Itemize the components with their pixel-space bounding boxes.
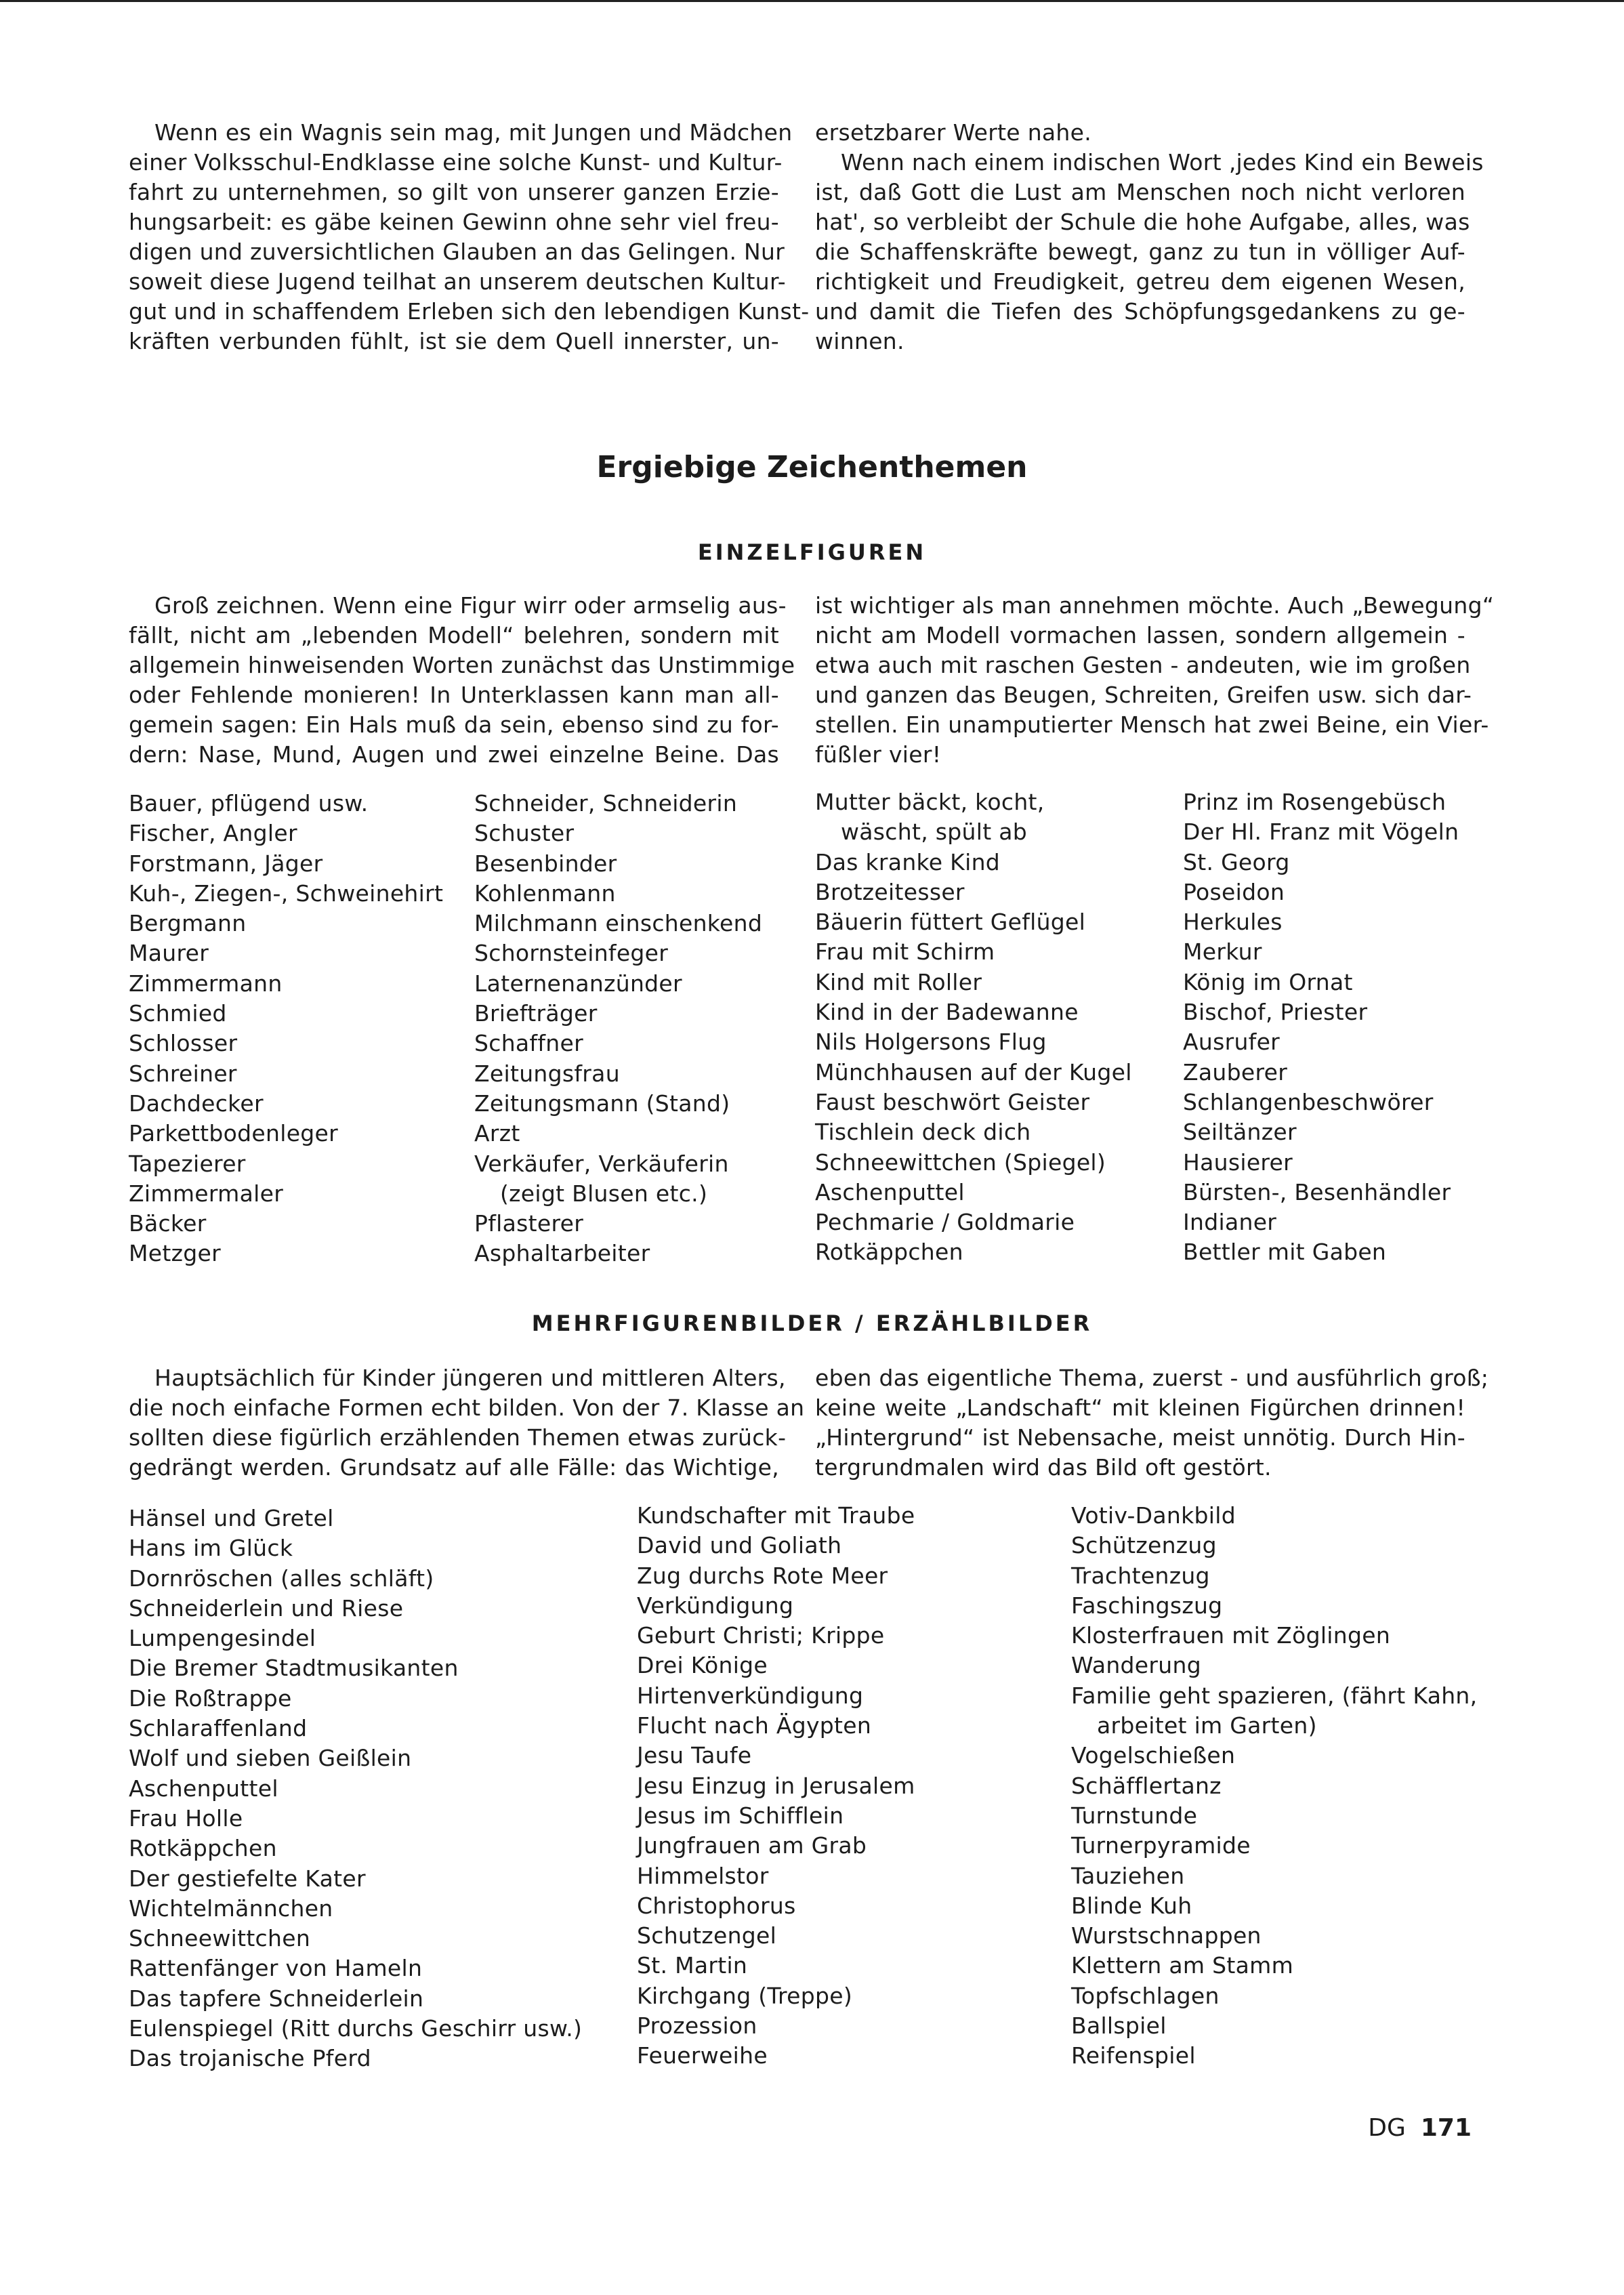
list-item: [1183, 1117, 1459, 1147]
list-item-text: Jesu Einzug in Jerusalem: [637, 1772, 915, 1799]
list-item: [815, 1027, 1132, 1057]
list-item-text: Dachdecker: [129, 1090, 264, 1117]
list-item-text: Tischlein deck dich: [815, 1119, 1031, 1146]
list-item: [637, 1831, 915, 1861]
list-item: [815, 968, 1132, 997]
page-number: 171: [1420, 2114, 1472, 2142]
list-item: [129, 1504, 582, 1533]
list-item: [637, 1951, 915, 1981]
list-item: [129, 1533, 582, 1563]
list-item-text: Die Bremer Stadtmusikanten: [129, 1655, 459, 1682]
list-item-text: Schlosser: [129, 1030, 238, 1057]
list-item-text: Schutzengel: [637, 1922, 777, 1949]
paragraph-line: etwa auch mit raschen Gesten - andeuten, wie im großen: [815, 652, 1471, 678]
list-item: [129, 2044, 582, 2073]
list-item-text: Milchmann einschenkend: [474, 910, 763, 937]
einzelfiguren-right-paragraph: [815, 591, 1495, 770]
list-item-text: Das kranke Kind: [815, 848, 1001, 875]
list-item: [637, 1591, 915, 1621]
list-item: [637, 1501, 915, 1531]
paragraph-line: fällt, nicht am „lebenden Modell“ belehren, sondern mit: [129, 622, 779, 648]
paragraph-line: nicht am Modell vormachen lassen, sondern allgemein -: [815, 622, 1465, 648]
list-item: [815, 1117, 1132, 1147]
intro-right-paragraph: [815, 118, 1484, 356]
list-item-text: Wolf und sieben Geißlein: [129, 1745, 412, 1772]
list-item-text: Hans im Glück: [129, 1535, 293, 1562]
list-item-text: Prozession: [637, 2012, 757, 2040]
list-item: [474, 1209, 762, 1239]
list-item-text: Schlaraffenland: [129, 1715, 308, 1742]
list-item-text: Bergmann: [129, 910, 247, 937]
paragraph-line: die noch einfache Formen echt bilden. Von der 7. Klasse an: [129, 1394, 805, 1421]
list-item-text: Nils Holgersons Flug: [815, 1029, 1047, 1056]
list-item: [474, 938, 762, 968]
einzelfiguren-list-col1: [129, 789, 443, 1269]
list-item: [637, 1981, 915, 2011]
list-item-text: Eulenspiegel (Ritt durchs Geschirr usw.): [129, 2015, 583, 2042]
list-item: [129, 999, 443, 1029]
list-item-text: Aschenputtel: [815, 1178, 965, 1205]
list-item-text: Münchhausen auf der Kugel: [815, 1058, 1132, 1086]
list-item: [1071, 1771, 1477, 1801]
mehrfiguren-list-col1: [129, 1504, 582, 2074]
list-item-text: Rotkäppchen: [129, 1835, 277, 1862]
list-item: [129, 1119, 443, 1149]
list-item: [129, 1149, 443, 1179]
list-item: [129, 1594, 582, 1624]
list-item: [637, 1621, 915, 1651]
list-item: [1183, 937, 1459, 967]
list-item-text: Parkettbodenleger: [129, 1120, 339, 1147]
list-item-text: Trachtenzug: [1071, 1562, 1210, 1589]
list-item: [637, 1681, 915, 1711]
list-item-text: Herkules: [1183, 909, 1283, 936]
list-item-text: Dornröschen (alles schläft): [129, 1565, 434, 1592]
list-item-text: Laternenanzünder: [474, 970, 682, 997]
list-item: [1071, 1711, 1477, 1741]
paragraph-line: fahrt zu unternehmen, so gilt von unserer ganzen Erzie-: [129, 179, 779, 205]
paragraph-line: „Hintergrund“ ist Nebensache, meist unnötig. Durch Hin-: [815, 1424, 1465, 1451]
paragraph-line: und ganzen das Beugen, Schreiten, Greifen usw. sich dar-: [815, 682, 1472, 708]
list-item: [1071, 1981, 1477, 2011]
list-item: [637, 1531, 915, 1560]
einzelfiguren-list-col3: [815, 787, 1132, 1268]
list-item-text: Schlangenbeschwörer: [1183, 1088, 1434, 1115]
list-item-text: Schützenzug: [1071, 1532, 1217, 1559]
list-item: [637, 1771, 915, 1801]
list-item-text: Schuster: [474, 820, 575, 847]
page-footer: [1368, 2114, 1472, 2142]
paragraph-line: soweit diese Jugend teilhat an unserem deutschen Kultur-: [129, 268, 786, 295]
list-item-text: Schneiderlein und Riese: [129, 1594, 404, 1621]
page-title: Ergiebige Zeichenthemen: [596, 450, 1028, 484]
list-item-text: Christophorus: [637, 1892, 796, 1919]
paragraph-line: ist wichtiger als man annehmen möchte. Auch „Bewegung“: [815, 592, 1495, 619]
list-item: [1183, 1207, 1459, 1237]
list-item: [1071, 1801, 1477, 1831]
list-item: [1183, 907, 1459, 937]
paragraph-line: oder Fehlende monieren! In Unterklassen kann man all-: [129, 682, 779, 708]
paragraph-line: Wenn es ein Wagnis sein mag, mit Jungen und Mädchen: [154, 119, 793, 146]
list-item-text: Kirchgang (Treppe): [637, 1982, 853, 2009]
list-item-text: Seiltänzer: [1183, 1119, 1297, 1146]
list-item-text: Drei Könige: [637, 1652, 768, 1679]
list-item: [129, 1774, 582, 1804]
list-item: [1071, 1531, 1477, 1560]
list-item: [129, 1179, 443, 1209]
list-item: [1071, 1921, 1477, 1951]
list-item-text: Schreiner: [129, 1060, 237, 1087]
list-item: [1183, 997, 1459, 1027]
list-item: [1183, 1027, 1459, 1057]
list-item-text: Brotzeitesser: [815, 878, 965, 905]
list-item-text: Feuerweihe: [637, 2042, 768, 2069]
paragraph-line: ersetzbarer Werte nahe.: [815, 119, 1092, 146]
list-item-text: Himmelstor: [637, 1862, 769, 1889]
list-item-text: König im Ornat: [1183, 968, 1353, 995]
list-item: [1183, 848, 1459, 877]
list-item: [129, 1624, 582, 1653]
list-item-text: Kind in der Badewanne: [815, 999, 1079, 1026]
list-item: [474, 1089, 762, 1119]
list-item-text: St. Georg: [1183, 848, 1290, 875]
list-item-text: Wanderung: [1071, 1652, 1201, 1679]
list-item-text: (zeigt Blusen etc.): [500, 1180, 708, 1207]
list-item: [129, 1059, 443, 1089]
list-item: [1071, 1951, 1477, 1981]
list-item-text: Wurstschnappen: [1071, 1922, 1262, 1949]
list-item-text: David und Goliath: [637, 1532, 842, 1559]
list-item: [815, 787, 1132, 817]
list-item-text: Der Hl. Franz mit Vögeln: [1183, 819, 1459, 846]
list-item: [1183, 1237, 1459, 1267]
list-item-text: Ausrufer: [1183, 1029, 1281, 1056]
list-item-text: Zug durchs Rote Meer: [637, 1562, 888, 1589]
list-item-text: Rattenfänger von Hameln: [129, 1955, 423, 1982]
list-item-text: Besenbinder: [474, 850, 617, 877]
list-item-text: Verkündigung: [637, 1592, 794, 1619]
list-item-text: Klosterfrauen mit Zöglingen: [1071, 1622, 1391, 1649]
paragraph-line: Groß zeichnen. Wenn eine Figur wirr oder armselig aus-: [154, 592, 787, 619]
list-item: [815, 1237, 1132, 1267]
list-item: [129, 1953, 582, 1983]
list-item-text: Mutter bäckt, kocht,: [815, 789, 1045, 815]
paragraph-line: allgemein hinweisenden Worten zunächst das Unstimmige: [129, 652, 795, 678]
list-item-text: Kundschafter mit Traube: [637, 1502, 915, 1529]
paragraph-line: gedrängt werden. Grundsatz auf alle Fälle: das Wichtige,: [129, 1454, 779, 1481]
paragraph-line: digen und zuversichtlichen Glauben an das Gelingen. Nur: [129, 239, 785, 265]
paragraph-line: ist, daß Gott die Lust am Menschen noch nicht verloren: [815, 179, 1465, 205]
list-item-text: Verkäufer, Verkäuferin: [474, 1150, 729, 1177]
list-item: [1071, 1651, 1477, 1680]
list-item-text: Schornsteinfeger: [474, 940, 669, 967]
list-item-text: Zeitungsfrau: [474, 1060, 620, 1087]
list-item: [815, 907, 1132, 937]
list-item: [637, 2011, 915, 2041]
list-item-text: Vogelschießen: [1071, 1742, 1236, 1769]
list-item: [1071, 1891, 1477, 1921]
list-item: [474, 1029, 762, 1058]
list-item: [1183, 1148, 1459, 1178]
list-item: [129, 1804, 582, 1834]
list-item: [474, 1119, 762, 1149]
list-item-text: Maurer: [129, 940, 209, 967]
list-item: [1071, 2011, 1477, 2041]
paragraph-line: gut und in schaffendem Erleben sich den lebendigen Kunst-: [129, 298, 810, 325]
list-item: [129, 1564, 582, 1594]
paragraph-line: stellen. Ein unamputierter Mensch hat zwei Beine, ein Vier-: [815, 711, 1489, 738]
list-item-text: Wichtelmännchen: [129, 1895, 333, 1922]
list-item-text: Ballspiel: [1071, 2012, 1167, 2040]
list-item: [129, 1089, 443, 1119]
paragraph-line: sollten diese figürlich erzählenden Themen etwas zurück-: [129, 1424, 787, 1451]
list-item-text: Die Roßtrappe: [129, 1684, 292, 1712]
list-item: [637, 1801, 915, 1831]
list-item-text: Geburt Christi; Krippe: [637, 1622, 885, 1649]
paragraph-line: füßler vier!: [815, 741, 942, 768]
paragraph-line: tergrundmalen wird das Bild oft gestört.: [815, 1454, 1272, 1481]
list-item: [474, 879, 762, 909]
list-item-text: Schneewittchen: [129, 1925, 311, 1952]
list-item: [129, 879, 443, 909]
list-item: [474, 819, 762, 848]
list-item: [1183, 787, 1459, 817]
paragraph-line: Wenn nach einem indischen Wort ‚jedes Kind ein Beweis: [841, 149, 1484, 175]
list-item-text: Pflasterer: [474, 1210, 584, 1237]
list-item: [637, 1651, 915, 1680]
list-item: [1071, 1681, 1477, 1711]
list-item-text: Das tapfere Schneiderlein: [129, 1985, 424, 2012]
list-item: [129, 1984, 582, 2014]
list-item-text: Fischer, Angler: [129, 820, 297, 847]
list-item-text: Klettern am Stamm: [1071, 1952, 1294, 1979]
list-item-text: Bäcker: [129, 1210, 207, 1237]
list-item: [129, 1239, 443, 1268]
list-item-text: Turnstunde: [1071, 1802, 1198, 1829]
list-item: [129, 1924, 582, 1953]
list-item: [129, 1864, 582, 1894]
list-item: [129, 789, 443, 819]
paragraph-line: hungsarbeit: es gäbe keinen Gewinn ohne sehr viel freu-: [129, 209, 779, 235]
list-item-text: Jesu Taufe: [637, 1742, 752, 1769]
journal-abbreviation: DG: [1368, 2114, 1406, 2142]
list-item-text: Votiv-Dankbild: [1071, 1502, 1236, 1529]
list-item-text: Aschenputtel: [129, 1775, 278, 1802]
einzelfiguren-list-col2: [474, 789, 762, 1269]
list-item: [474, 969, 762, 999]
list-item-text: Kohlenmann: [474, 880, 616, 907]
list-item: [129, 1653, 582, 1683]
einzelfiguren-list-col4: [1183, 787, 1459, 1268]
list-item: [129, 1029, 443, 1058]
list-item-text: Topfschlagen: [1071, 1982, 1220, 2009]
list-item: [815, 937, 1132, 967]
list-item: [1071, 2041, 1477, 2071]
list-item: [637, 1921, 915, 1951]
section-heading-mehrfigurenbilder: MEHRFIGURENBILDER / ERZÄHLBILDER: [531, 1310, 1093, 1336]
paragraph-line: die Schaffenskräfte bewegt, ganz zu tun in völliger Auf-: [815, 239, 1465, 265]
paragraph-line: winnen.: [815, 328, 904, 354]
list-item: [129, 1743, 582, 1773]
list-item: [1183, 968, 1459, 997]
list-item: [637, 1891, 915, 1921]
list-item: [129, 969, 443, 999]
paragraph-line: richtigkeit und Freudigkeit, getreu dem eigenen Wesen,: [815, 268, 1465, 295]
paragraph-line: und damit die Tiefen des Schöpfungsgedankens zu ge-: [815, 298, 1465, 325]
list-item: [815, 877, 1132, 907]
list-item: [129, 819, 443, 848]
list-item: [129, 849, 443, 879]
list-item-text: Forstmann, Jäger: [129, 850, 323, 877]
top-rule: [0, 0, 1624, 2]
list-item: [1183, 1058, 1459, 1088]
list-item-text: Jesus im Schifflein: [637, 1802, 844, 1829]
list-item-text: Metzger: [129, 1240, 221, 1267]
list-item-text: St. Martin: [637, 1952, 748, 1979]
list-item: [1183, 1088, 1459, 1117]
paragraph-line: gemein sagen: Ein Hals muß da sein, ebenso sind zu for-: [129, 711, 779, 738]
list-item-text: Indianer: [1183, 1209, 1277, 1236]
list-item-text: Bäuerin füttert Geflügel: [815, 909, 1086, 936]
list-item-text: Prinz im Rosengebüsch: [1183, 789, 1446, 815]
list-item: [474, 1179, 762, 1209]
list-item-text: Zeitungsmann (Stand): [474, 1090, 730, 1117]
paragraph-line: hat', so verbleibt der Schule die hohe Aufgabe, alles, was: [815, 209, 1470, 235]
list-item-text: Hirtenverkündigung: [637, 1682, 864, 1709]
list-item-text: Turnerpyramide: [1071, 1832, 1251, 1859]
intro-left-paragraph: [129, 118, 810, 356]
list-item: [1071, 1501, 1477, 1531]
list-item-text: Rotkäppchen: [815, 1239, 963, 1266]
list-item: [815, 1148, 1132, 1178]
list-item-text: Lumpengesindel: [129, 1625, 316, 1652]
list-item: [129, 909, 443, 938]
paragraph-line: dern: Nase, Mund, Augen und zwei einzelne Beine. Das: [129, 741, 779, 768]
list-item: [129, 1684, 582, 1714]
list-item: [1183, 1178, 1459, 1207]
list-item-text: Flucht nach Ägypten: [637, 1712, 872, 1739]
list-item: [637, 2041, 915, 2071]
list-item: [129, 2014, 582, 2044]
list-item: [474, 999, 762, 1029]
list-item: [129, 1834, 582, 1863]
list-item: [1071, 1561, 1477, 1591]
list-item-text: Bauer, pflügend usw.: [129, 790, 369, 816]
list-item: [637, 1561, 915, 1591]
einzelfiguren-left-paragraph: [129, 591, 795, 770]
list-item-text: Arzt: [474, 1120, 520, 1147]
list-item: [129, 1714, 582, 1743]
list-item-text: Frau Holle: [129, 1804, 243, 1832]
list-item: [474, 1059, 762, 1089]
list-item-text: Kuh-, Ziegen-, Schweinehirt: [129, 880, 444, 907]
list-item-text: Faust beschwört Geister: [815, 1088, 1090, 1115]
list-item: [815, 1058, 1132, 1088]
list-item-text: Pechmarie / Goldmarie: [815, 1209, 1075, 1236]
list-item-text: Zimmermann: [129, 970, 283, 997]
list-item-text: Bischof, Priester: [1183, 999, 1368, 1026]
list-item: [815, 817, 1132, 847]
list-item: [474, 1239, 762, 1268]
list-item-text: Faschingszug: [1071, 1592, 1223, 1619]
list-item-text: Zimmermaler: [129, 1180, 284, 1207]
list-item-text: Schmied: [129, 1000, 227, 1027]
list-item-text: Schaffner: [474, 1030, 583, 1057]
mehrfiguren-list-col3: [1071, 1501, 1477, 2071]
list-item: [637, 1861, 915, 1891]
list-item: [815, 1088, 1132, 1117]
list-item: [474, 909, 762, 938]
list-item: [1071, 1621, 1477, 1651]
paragraph-line: einer Volksschul-Endklasse eine solche Kunst- und Kultur-: [129, 149, 783, 175]
list-item: [129, 1894, 582, 1924]
list-item-text: Kind mit Roller: [815, 968, 982, 995]
paragraph-line: eben das eigentliche Thema, zuerst - und ausführlich groß;: [815, 1365, 1489, 1391]
list-item-text: Asphaltarbeiter: [474, 1240, 650, 1267]
list-item-text: Hausierer: [1183, 1149, 1293, 1176]
list-item-text: Das trojanische Pferd: [129, 2045, 371, 2072]
list-item: [1071, 1861, 1477, 1891]
list-item-text: wäscht, spült ab: [841, 819, 1028, 846]
mehrfiguren-list-col2: [637, 1501, 915, 2071]
list-item-text: Zauberer: [1183, 1058, 1288, 1086]
list-item-text: Merkur: [1183, 938, 1262, 966]
list-item-text: Hänsel und Gretel: [129, 1505, 334, 1531]
list-item: [815, 1207, 1132, 1237]
mehrfiguren-left-paragraph: [129, 1363, 805, 1483]
list-item: [474, 849, 762, 879]
list-item: [129, 1209, 443, 1239]
mehrfiguren-right-paragraph: [815, 1363, 1489, 1483]
list-item-text: Blinde Kuh: [1071, 1892, 1192, 1919]
list-item: [815, 848, 1132, 877]
list-item-text: Der gestiefelte Kater: [129, 1865, 366, 1892]
list-item: [637, 1711, 915, 1741]
list-item: [1071, 1831, 1477, 1861]
list-item-text: Schäfflertanz: [1071, 1772, 1222, 1799]
list-item-text: Tapezierer: [129, 1150, 246, 1177]
list-item: [637, 1741, 915, 1771]
list-item-text: Poseidon: [1183, 878, 1285, 905]
list-item: [815, 997, 1132, 1027]
list-item-text: Jungfrauen am Grab: [637, 1832, 867, 1859]
paragraph-line: Hauptsächlich für Kinder jüngeren und mittleren Alters,: [154, 1365, 786, 1391]
list-item-text: Bettler mit Gaben: [1183, 1239, 1387, 1266]
list-item: [815, 1178, 1132, 1207]
list-item: [1183, 817, 1459, 847]
section-heading-einzelfiguren: EINZELFIGUREN: [697, 539, 927, 565]
list-item: [1071, 1741, 1477, 1771]
paragraph-line: keine weite „Landschaft“ mit kleinen Figürchen drinnen!: [815, 1394, 1465, 1421]
list-item-text: Tauziehen: [1071, 1862, 1185, 1889]
list-item-text: Reifenspiel: [1071, 2042, 1196, 2069]
list-item: [474, 789, 762, 819]
list-item-text: Bürsten-, Besenhändler: [1183, 1178, 1451, 1205]
paragraph-line: kräften verbunden fühlt, ist sie dem Quell innerster, un-: [129, 328, 779, 354]
list-item-text: Familie geht spazieren, (fährt Kahn,: [1071, 1682, 1478, 1709]
list-item: [1071, 1591, 1477, 1621]
list-item-text: Frau mit Schirm: [815, 938, 995, 966]
list-item: [474, 1149, 762, 1179]
list-item-text: Briefträger: [474, 1000, 598, 1027]
list-item-text: Schneider, Schneiderin: [474, 790, 738, 816]
list-item: [1183, 877, 1459, 907]
list-item: [129, 938, 443, 968]
list-item-text: Schneewittchen (Spiegel): [815, 1149, 1106, 1176]
list-item-text: arbeitet im Garten): [1097, 1712, 1317, 1739]
